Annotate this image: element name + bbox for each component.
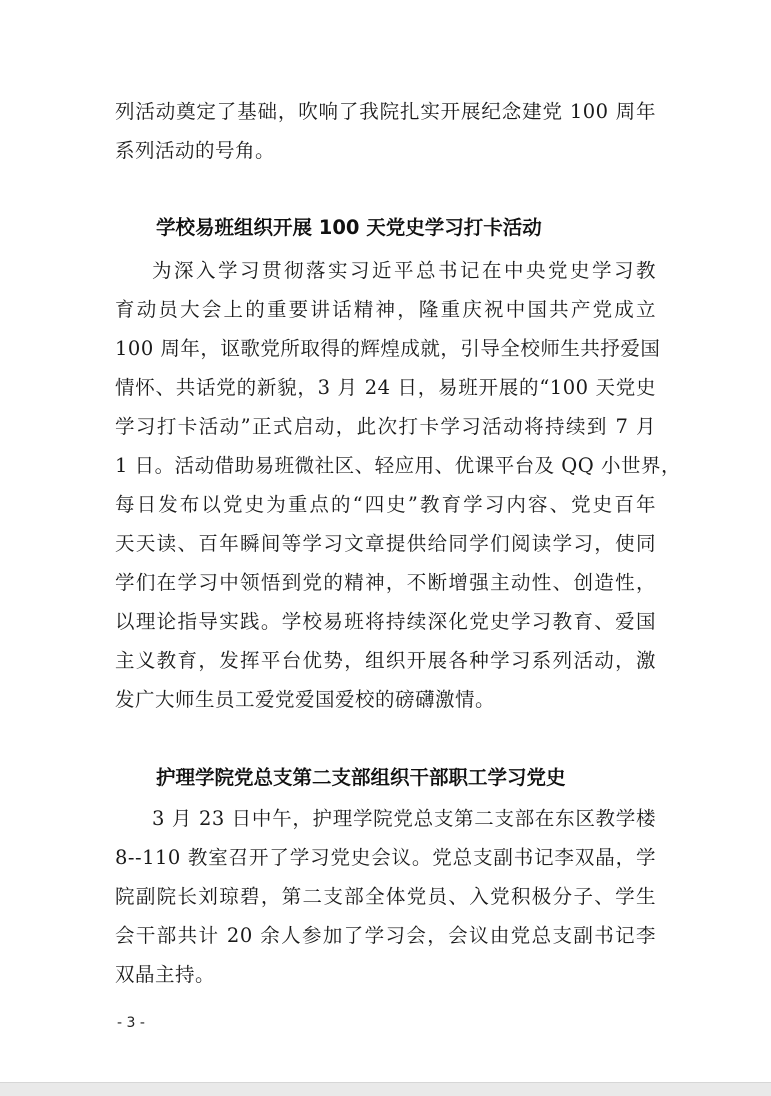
- paragraph-line: 会干部共计 20 余人参加了学习会，会议由党总支副书记李: [115, 924, 656, 947]
- paragraph-line: 天天读、百年瞬间等学习文章提供给同学们阅读学习，使同: [115, 532, 656, 555]
- paragraph-line: 1 日。活动借助易班微社区、轻应用、优课平台及 QQ 小世界，: [115, 454, 681, 477]
- paragraph-line: 列活动奠定了基础，吹响了我院扎实开展纪念建党 100 周年: [115, 100, 656, 123]
- paragraph-line: 3 月 23 日中午，护理学院党总支第二支部在东区教学楼: [152, 807, 656, 830]
- paragraph-line: 学习打卡活动”正式启动，此次打卡学习活动将持续到 7 月: [115, 415, 656, 438]
- paragraph-line: 100 周年，讴歌党所取得的辉煌成就，引导全校师生共抒爱国: [115, 337, 661, 360]
- paragraph-line: 8--110 教室召开了学习党史会议。党总支副书记李双晶，学: [115, 846, 656, 869]
- paragraph-line: 育动员大会上的重要讲话精神，隆重庆祝中国共产党成立: [115, 298, 656, 321]
- paragraph-line: 双晶主持。: [115, 963, 216, 986]
- section-heading-nursing: 护理学院党总支第二支部组织干部职工学习党史: [156, 766, 566, 789]
- paragraph-line: 情怀、共话党的新貌，3 月 24 日，易班开展的“100 天党史: [115, 376, 656, 399]
- section-heading-yiban: 学校易班组织开展 100 天党史学习打卡活动: [156, 216, 542, 239]
- paragraph-line: 发广大师生员工爱党爱国爱校的磅礴激情。: [115, 688, 496, 711]
- paragraph-line: 学们在学习中领悟到党的精神，不断增强主动性、创造性，: [115, 571, 656, 594]
- paragraph-line: 每日发布以党史为重点的“四史”教育学习内容、党史百年: [115, 493, 656, 516]
- page-number: - 3 -: [117, 1015, 145, 1031]
- paragraph-line: 系列活动的号角。: [115, 139, 276, 162]
- paragraph-line: 院副院长刘琼碧，第二支部全体党员、入党积极分子、学生: [115, 885, 656, 908]
- paragraph-line: 为深入学习贯彻落实习近平总书记在中央党史学习教: [152, 259, 656, 282]
- paragraph-line: 以理论指导实践。学校易班将持续深化党史学习教育、爱国: [115, 610, 656, 633]
- paragraph-line: 主义教育，发挥平台优势，组织开展各种学习系列活动，激: [115, 649, 656, 672]
- viewer-bottom-edge: [0, 1082, 771, 1096]
